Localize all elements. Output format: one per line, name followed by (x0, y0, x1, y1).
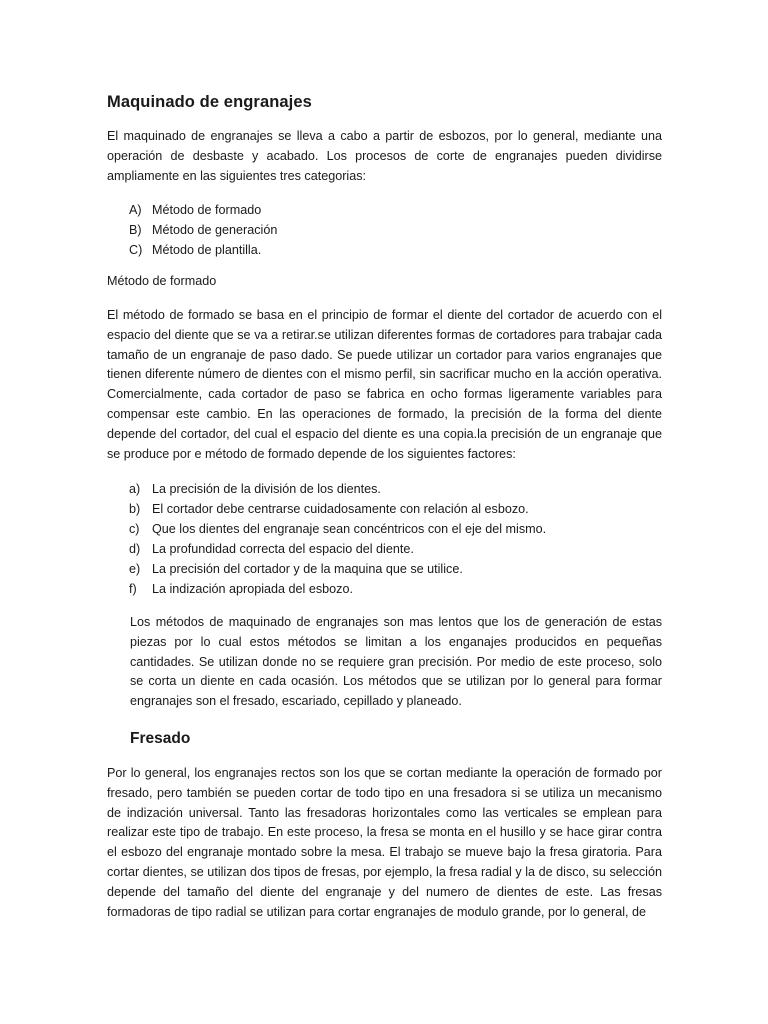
list-marker: A) (129, 203, 142, 217)
list-item-text: Método de formado (152, 203, 262, 217)
list-item (129, 240, 277, 260)
list-item-text: Método de plantilla. (152, 243, 262, 257)
categories-list (129, 200, 277, 260)
list-item-text: La indización apropiada del esbozo. (152, 582, 353, 596)
list-item-text: La precisión de la división de los dientes. (152, 482, 381, 496)
fresado-paragraph: Por lo general, los engranajes rectos son los que se cortan mediante la operación de formado por fresado, pero también se pueden cortar de todo tipo en una fresadora si se utiliza un mecanismo de indización universal. Tanto las fresadoras horizontales como las verticales se emplean para realizar este tipo de trabajo. En este proceso, la fresa se monta en el husillo y se hace girar contra el esbozo del engranaje montado sobre la mesa. El trabajo se mueve bajo la fresa giratoria. Para cortar dientes, se utilizan dos tipos de fresas, por ejemplo, la fresa radial y la de disco, su selección depende del tamaño del diente del engranaje y del numero de dientes de este. Las fresas formadoras de tipo radial se utilizan para cortar engranajes de modulo grande, por lo general, de (107, 766, 662, 919)
list-item-text: El cortador debe centrarse cuidadosamente con relación al esbozo. (152, 502, 529, 516)
list-item-text: La precisión del cortador y de la maquina que se utilice. (152, 562, 463, 576)
list-marker: B) (129, 223, 142, 237)
list-item (129, 579, 546, 599)
list-item (129, 200, 277, 220)
list-marker: d) (129, 542, 141, 556)
list-item (129, 559, 546, 579)
intro-paragraph: El maquinado de engranajes se lleva a cabo a partir de esbozos, por lo general, mediante una operación de desbaste y acabado. Los procesos de corte de engranajes pueden dividirse ampliamente en las siguientes tres categorias: (107, 129, 662, 183)
list-item (129, 539, 546, 559)
list-item (129, 220, 277, 240)
list-marker: e) (129, 562, 141, 576)
list-item-text: La profundidad correcta del espacio del diente. (152, 542, 414, 556)
section-title-fresado: Fresado (130, 730, 191, 747)
list-marker: a) (129, 482, 141, 496)
list-item-text: Método de generación (152, 223, 278, 237)
document-title: Maquinado de engranajes (107, 93, 312, 111)
list-marker: b) (129, 502, 141, 516)
list-marker: f) (129, 582, 137, 596)
list-marker: C) (129, 243, 143, 257)
list-item (129, 479, 546, 499)
factors-list (129, 479, 546, 599)
list-item (129, 519, 546, 539)
formado-paragraph: El método de formado se basa en el principio de formar el diente del cortador de acuerdo con el espacio del diente que se va a retirar.se utilizan diferentes formas de cortadores para trabajar cada tamaño de un engranaje de paso dado. Se puede utilizar un cortador para varios engranajes que tienen diferente número de dientes con el mismo perfil, sin sacrificar mucho en la acción operativa. Comercialmente, cada cortador de paso se fabrica en ocho formas ligeramente variables para compensar este cambio. En las operaciones de formado, la precisión de la forma del diente depende del cortador, del cual el espacio del diente es una copia.la precisión de un engranaje que se produce por e método de formado depende de los siguientes factores: (107, 308, 662, 461)
list-item-text: Que los dientes del engranaje sean concéntricos con el eje del mismo. (152, 522, 547, 536)
metodos-paragraph: Los métodos de maquinado de engranajes son mas lentos que los de generación de estas piezas por lo cual estos métodos se limitan a los enganajes producidos en pequeñas cantidades. Se utilizan donde no se requiere gran precisión. Por medio de este proceso, solo se corta un diente en cada ocasión. Los métodos que se utilizan por lo general para formar engranajes son el fresado, escariado, cepillado y planeado. (130, 615, 662, 709)
list-marker: c) (129, 522, 140, 536)
subheading-metodo-formado: Método de formado (107, 274, 217, 288)
list-item (129, 499, 546, 519)
